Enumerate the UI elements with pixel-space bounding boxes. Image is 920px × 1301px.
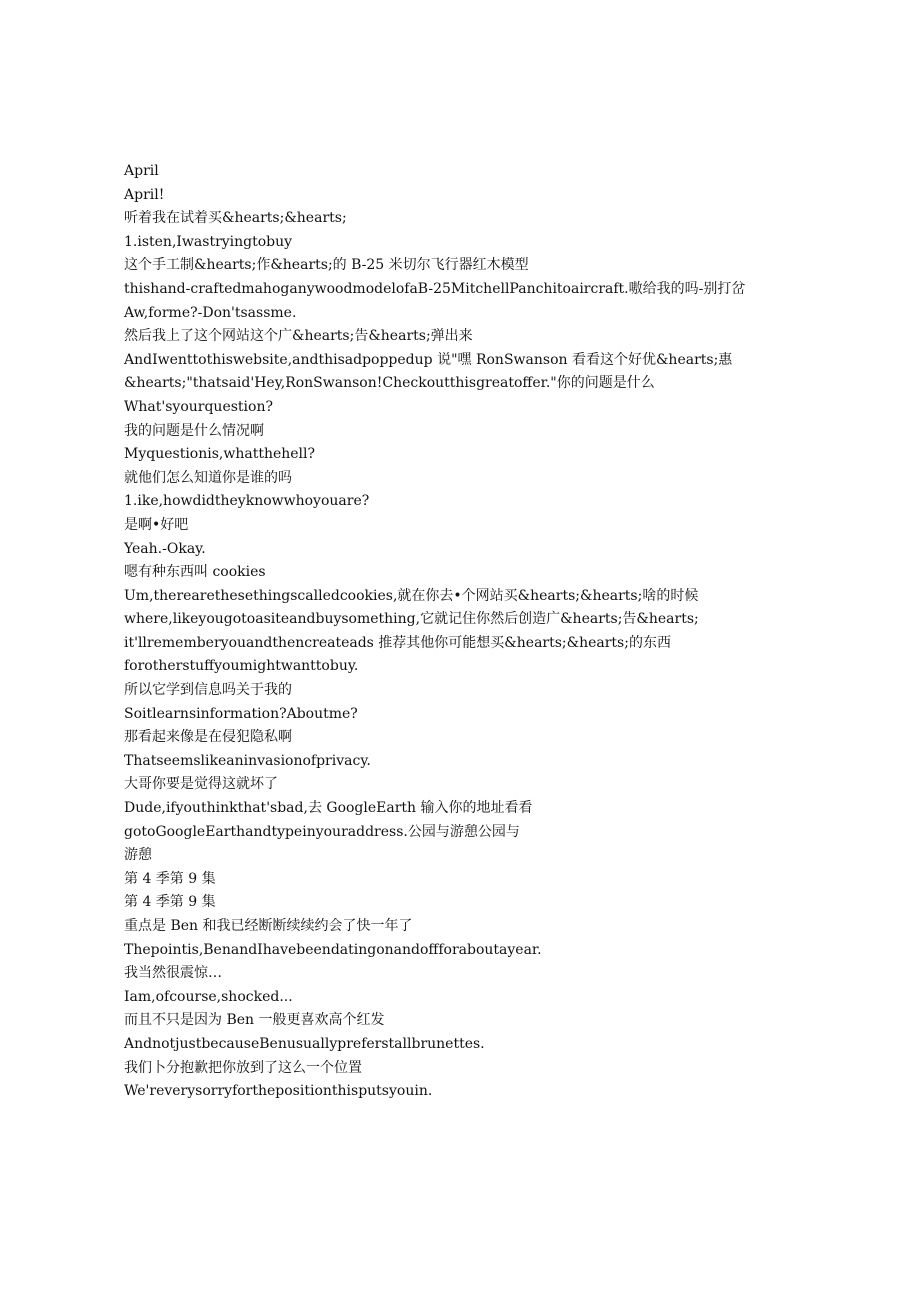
text-line: Iam,ofcourse,shocked... xyxy=(124,988,293,1005)
text-line: 然后我上了这个网站这个广&hearts;告&hearts;弹出来 xyxy=(124,328,473,345)
text-line: What'syourquestion? xyxy=(124,398,273,415)
text-line: Aw,forme?-Don'tsassme. xyxy=(124,304,297,321)
text-line: 就他们怎么知道你是谁的吗 xyxy=(124,469,292,486)
text-line: Dude,ifyouthinkthat'sbad,去 GoogleEarth 输入你的地址看看 xyxy=(124,800,533,817)
text-line: 重点是 Ben 和我已经断断续续约会了快一年了 xyxy=(124,918,413,934)
text-line: 大哥你要是觉得这就坏了 xyxy=(124,776,278,793)
text-line: April xyxy=(124,163,159,179)
text-line: We'reverysorryforthepositionthisputsyouin. xyxy=(124,1083,433,1100)
text-line: 1.ike,howdidtheyknowwhoyouare? xyxy=(124,493,370,510)
text-line: &hearts;"thatsaid'Hey,RonSwanson!Checkoutthisgreatoffer."你的问题是什么 xyxy=(124,375,655,392)
text-line: Myquestionis,whatthehell? xyxy=(124,446,316,463)
text-line: forotherstuffyoumightwanttobuy. xyxy=(124,658,359,675)
text-line: 所以它学到信息吗关于我的 xyxy=(124,682,292,699)
text-line: thishand-craftedmahoganywoodmodelofaB-25MitchellPanchitoaircraft.嗷给我的吗-别打岔 xyxy=(124,280,746,297)
text-line: where,likeyougotoasiteandbuysomething,它就记住你然后创造广&hearts;告&hearts; xyxy=(124,611,699,628)
text-line: 第 4 季第 9 集 xyxy=(124,870,216,887)
document-body xyxy=(124,160,764,1104)
text-line: Um,therearethesethingscalledcookies,就在你去•个网站买&hearts;&hearts;啥的时候 xyxy=(124,587,699,604)
text-line: Yeah.-Okay. xyxy=(124,540,206,557)
text-line: 我当然很震惊… xyxy=(124,965,222,982)
text-line: 嗯有种东西叫 cookies xyxy=(124,564,266,581)
text-line: 听着我在试着买&hearts;&hearts; xyxy=(124,210,347,227)
text-line: Soitlearnsinformation?Aboutme? xyxy=(124,705,358,722)
text-line: 1.isten,Iwastryingtobuy xyxy=(124,233,293,250)
text-line: 而且不只是因为 Ben 一般更喜欢高个红发 xyxy=(124,1012,385,1029)
text-line: 我的问题是什么情况啊 xyxy=(124,422,264,439)
text-line: April! xyxy=(124,186,165,203)
text-line: 第 4 季第 9 集 xyxy=(124,894,216,911)
text-line: gotoGoogleEarthandtypeinyouraddress.公园与游憩公园与 xyxy=(124,823,520,840)
text-line: 那看起来像是在侵犯隐私啊 xyxy=(124,729,292,746)
text-line: Thatseemslikeaninvasionofprivacy. xyxy=(124,752,371,769)
text-line: AndnotjustbecauseBenusuallypreferstallbrunettes. xyxy=(124,1035,485,1052)
text-line: 我们卜分抱歉把你放到了这么一个位置 xyxy=(124,1059,362,1076)
text-line: it'llrememberyouandthencreateads 推荐其他你可能想买&hearts;&hearts;的东西 xyxy=(124,634,671,651)
text-line: 这个手工制&hearts;作&hearts;的 B-25 米切尔飞行器红木模型 xyxy=(124,257,529,274)
text-line: 游憩 xyxy=(124,847,152,864)
text-line: Thepointis,BenandIhavebeendatingonandoffforaboutayear. xyxy=(124,941,542,958)
text-line: 是啊•好吧 xyxy=(124,516,189,533)
text-line: AndIwenttothiswebsite,andthisadpoppedup 说"嘿 RonSwanson 看看这个好优&hearts;惠 xyxy=(124,351,733,368)
